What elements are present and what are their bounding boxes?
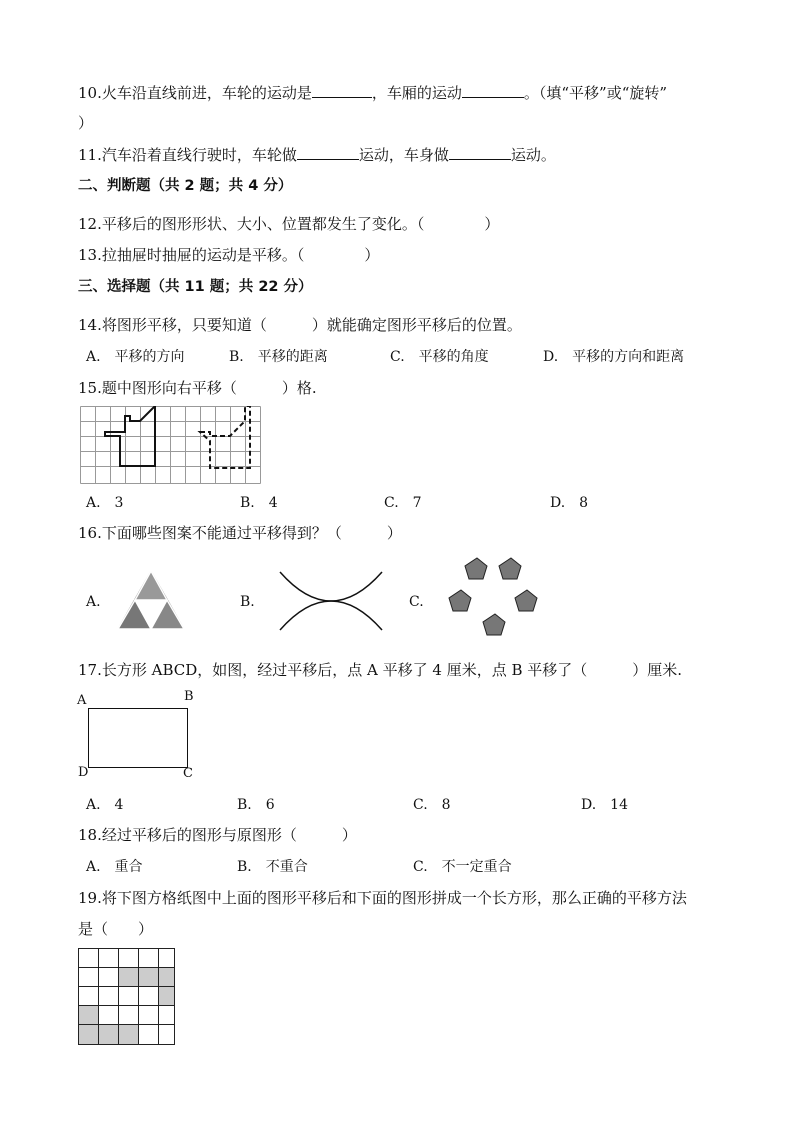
q11-blank-2[interactable] bbox=[449, 144, 511, 160]
q14-option-b[interactable]: B. 平移的距离 bbox=[229, 349, 328, 365]
question-13: 13.拉抽屉时抽屉的运动是平移。（ ） bbox=[78, 246, 380, 264]
question-19: 19.将下图方格纸图中上面的图形平移后和下面的图形拼成一个长方形，那么正确的平移方法 bbox=[78, 889, 687, 907]
q16-option-c[interactable]: C. bbox=[409, 594, 424, 610]
q15-option-b[interactable]: B. 4 bbox=[240, 495, 278, 511]
q15-grid-figure bbox=[80, 406, 264, 484]
q16-pentagons-figure bbox=[445, 556, 545, 646]
q11-text-a: 11.汽车沿着直线行驶时，车轮做 bbox=[78, 146, 297, 164]
question-15: 15.题中图形向右平移（ ）格. bbox=[78, 379, 317, 397]
q16-curves-figure bbox=[278, 570, 384, 632]
q15-option-d[interactable]: D. 8 bbox=[550, 495, 589, 511]
question-14: 14.将图形平移，只要知道（ ）就能确定图形平移后的位置。 bbox=[78, 316, 522, 334]
q10-blank-2[interactable] bbox=[462, 82, 524, 98]
question-18: 18.经过平移后的图形与原图形（ ） bbox=[78, 826, 357, 844]
q11-text-b: 运动，车身做 bbox=[358, 146, 449, 164]
q17-option-b[interactable]: B. 6 bbox=[237, 797, 275, 813]
q17-label-c: C bbox=[183, 766, 193, 781]
q19-grid-figure bbox=[78, 948, 176, 1046]
q18-option-a[interactable]: A. 重合 bbox=[86, 859, 143, 875]
question-19-line-2: 是（ ） bbox=[78, 920, 154, 938]
question-11 bbox=[78, 144, 556, 165]
q11-blank-1[interactable] bbox=[297, 144, 359, 160]
q10-text-c: 。（填“平移”或“旋转” bbox=[523, 84, 668, 102]
q18-option-c[interactable]: C. 不一定重合 bbox=[413, 859, 512, 875]
question-10 bbox=[78, 82, 667, 103]
q16-option-a[interactable]: A. bbox=[86, 594, 101, 610]
question-17: 17.长方形 ABCD，如图，经过平移后，点 A 平移了 4 厘米，点 B 平移了（ ）厘米. bbox=[78, 661, 683, 679]
question-12: 12.平移后的图形形状、大小、位置都发生了变化。（ ） bbox=[78, 215, 500, 233]
q17-label-b: B bbox=[184, 689, 194, 704]
q10-text-a: 10.火车沿直线前进，车轮的运动是 bbox=[78, 84, 312, 102]
q17-label-a: A bbox=[77, 693, 87, 708]
q10-tail: ） bbox=[78, 114, 94, 132]
q15-option-c[interactable]: C. 7 bbox=[384, 495, 422, 511]
q14-option-c[interactable]: C. 平移的角度 bbox=[390, 349, 489, 365]
q14-option-d[interactable]: D. 平移的方向和距离 bbox=[543, 349, 685, 365]
q16-triangle-figure bbox=[118, 571, 184, 631]
section-2-heading: 二、判断题（共 2 题；共 4 分） bbox=[78, 178, 293, 194]
q17-option-d[interactable]: D. 14 bbox=[581, 797, 628, 813]
q17-rectangle bbox=[88, 708, 188, 768]
q18-option-b[interactable]: B. 不重合 bbox=[237, 859, 308, 875]
q10-blank-1[interactable] bbox=[312, 82, 372, 98]
q15-grid-lines bbox=[81, 407, 261, 484]
q10-text-b: ，车厢的运动 bbox=[371, 84, 462, 102]
section-3-heading: 三、选择题（共 11 题；共 22 分） bbox=[78, 279, 313, 295]
q17-option-a[interactable]: A. 4 bbox=[86, 797, 124, 813]
q11-text-c: 运动。 bbox=[510, 146, 556, 164]
q15-option-a[interactable]: A. 3 bbox=[86, 495, 124, 511]
question-16: 16.下面哪些图案不能通过平移得到？（ ） bbox=[78, 524, 402, 542]
q14-option-a[interactable]: A. 平移的方向 bbox=[86, 349, 185, 365]
q17-option-c[interactable]: C. 8 bbox=[413, 797, 451, 813]
q17-label-d: D bbox=[78, 765, 89, 780]
q16-option-b[interactable]: B. bbox=[240, 594, 255, 610]
